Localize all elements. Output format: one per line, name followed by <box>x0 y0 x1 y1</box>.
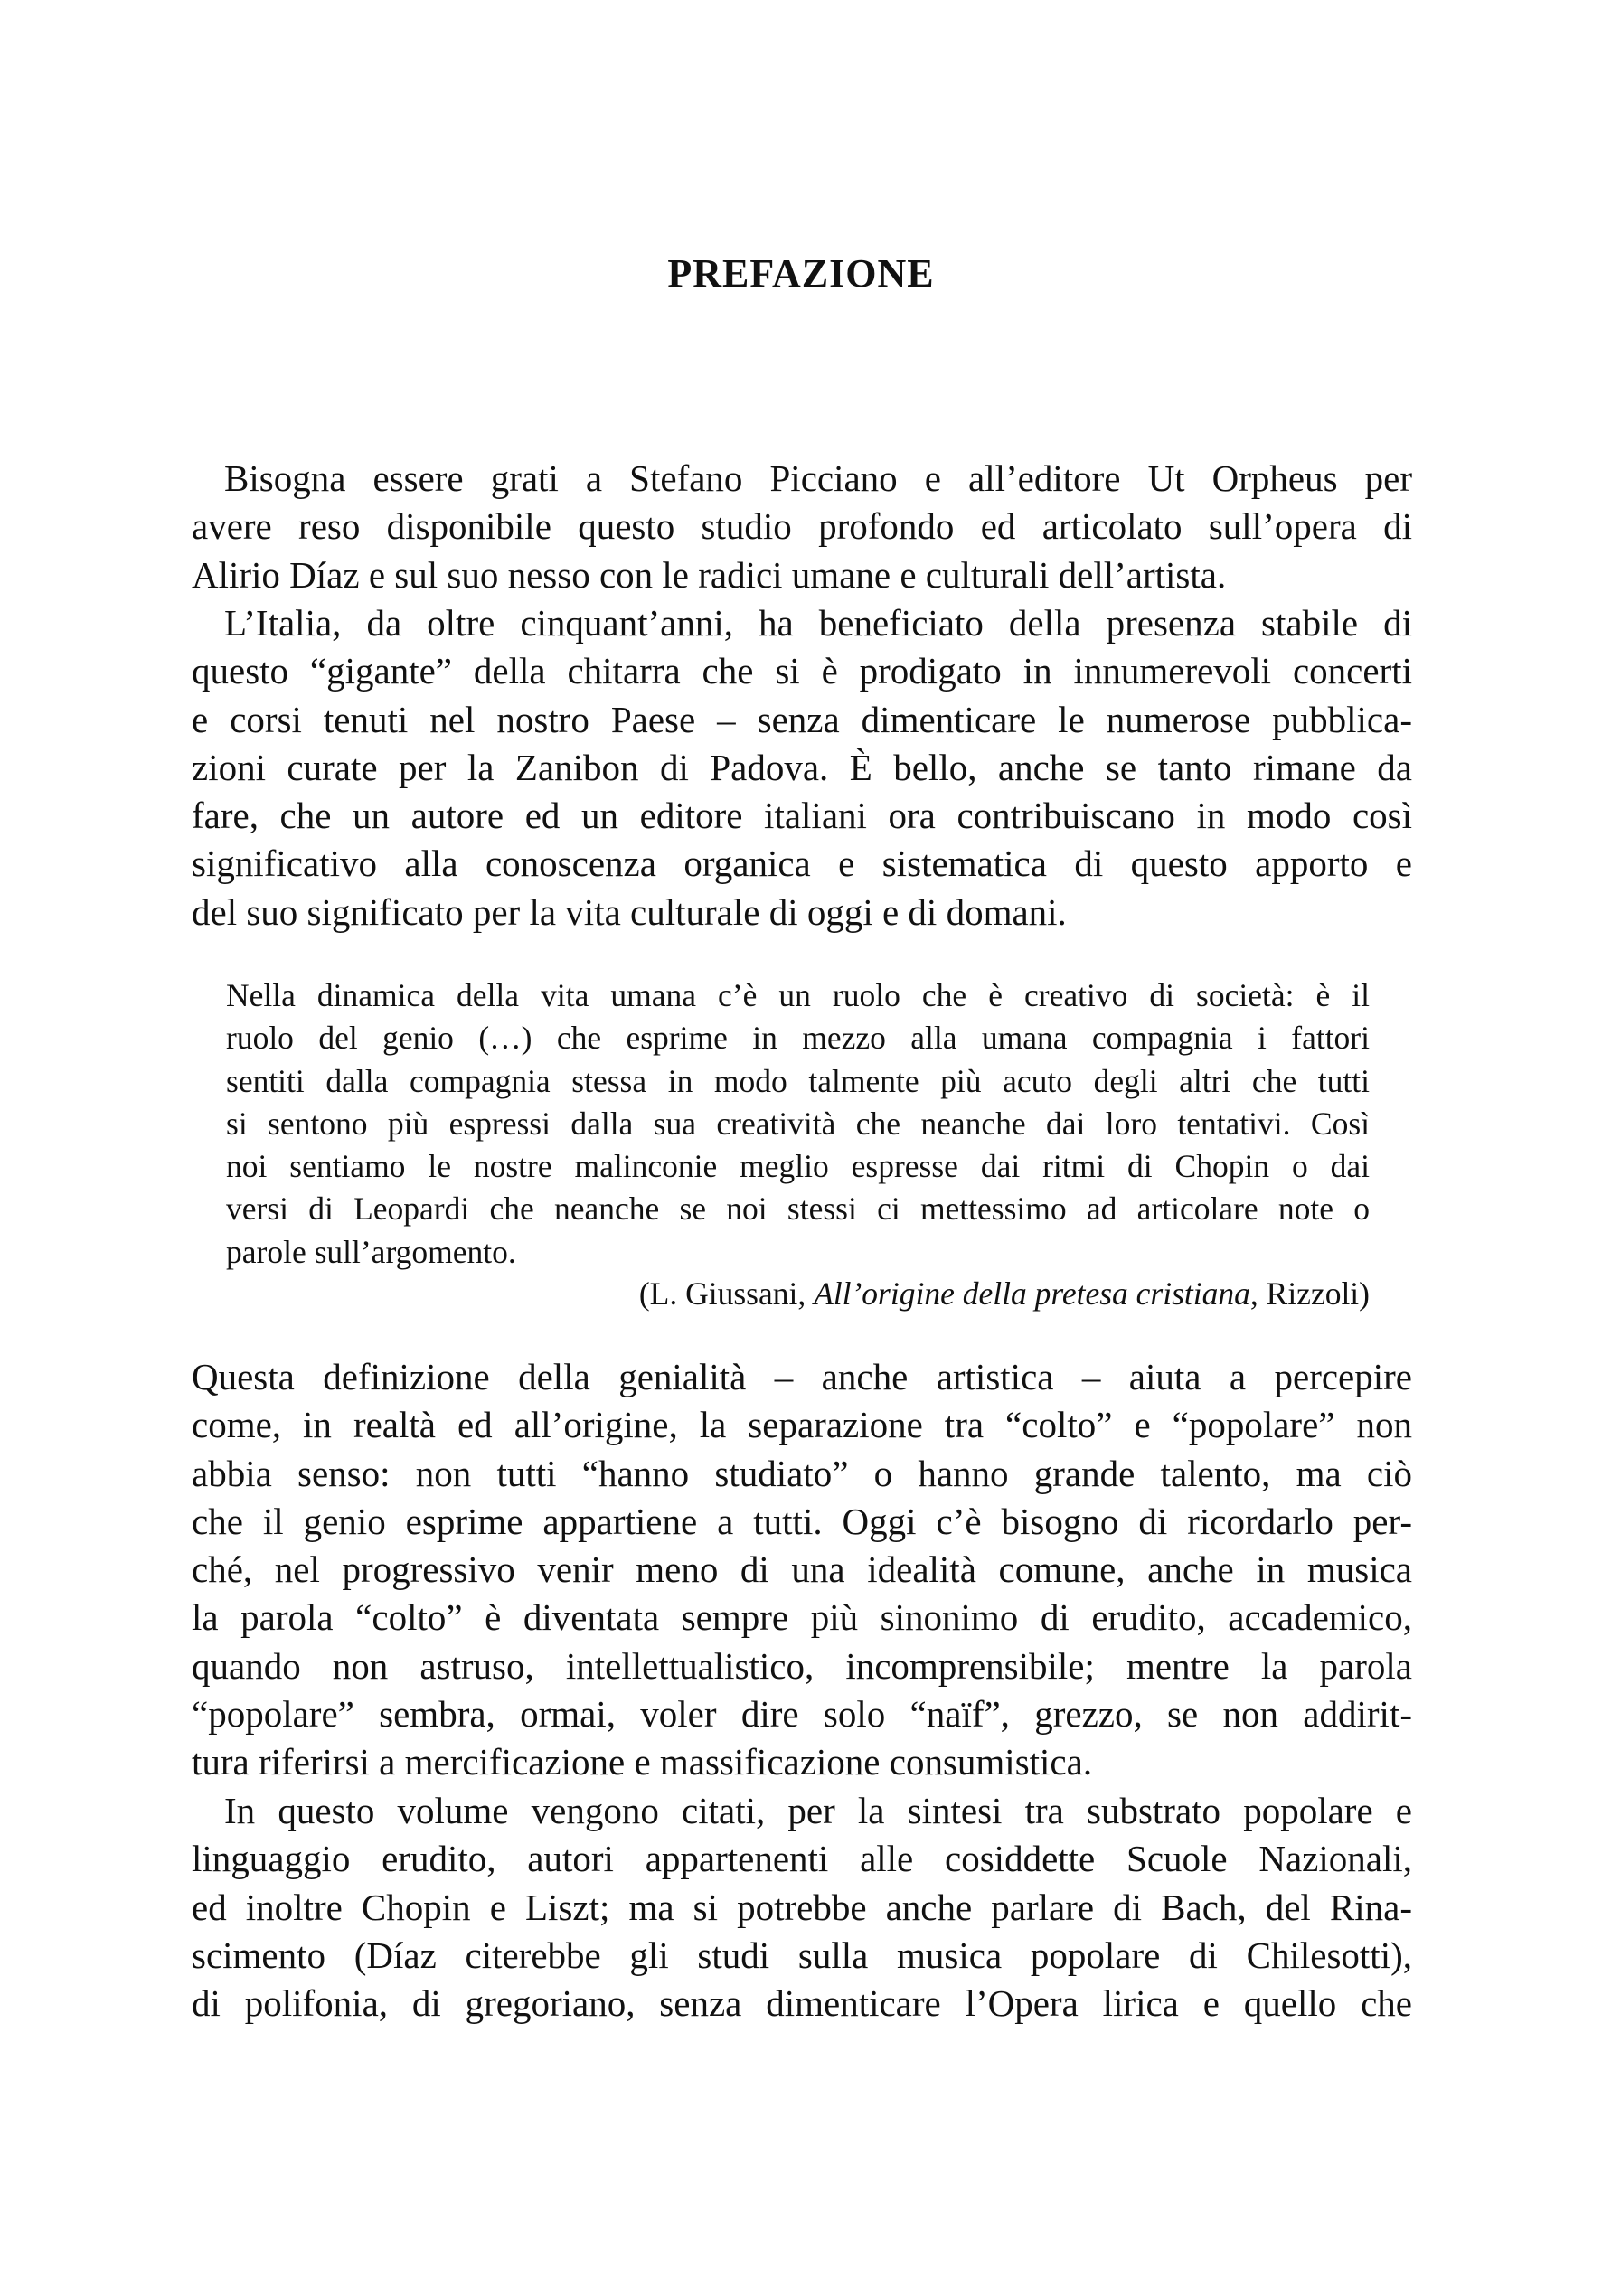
text-line: ed inoltre Chopin e Liszt; ma si potrebbe anche parlare di Bach, del Rina- <box>192 1886 1412 1928</box>
citation-work-title: All’origine della pretesa cristiana <box>814 1275 1250 1313</box>
text-line: significativo alla conoscenza organica e sistematica di questo apporto e <box>192 842 1412 885</box>
paragraph-2 <box>192 599 1412 936</box>
quote-line: ruolo del genio (…) che esprime in mezzo alla umana compagnia i fattori <box>226 1020 1370 1057</box>
text-line: la parola “colto” è diventata sempre più sinonimo di erudito, accademico, <box>192 1596 1412 1639</box>
text-line: quando non astruso, intellettualistico, incomprensibile; mentre la parola <box>192 1644 1412 1687</box>
citation-author: (L. Giussani, <box>638 1275 815 1313</box>
text-line: fare, che un autore ed un editore italiani ora contribuiscano in modo così <box>192 795 1412 837</box>
text-line: del suo significato per la vita culturale di oggi e di domani. <box>192 890 1067 933</box>
paragraph-3 <box>192 1353 1412 1787</box>
text-line: Questa definizione della genialità – anche artistica – aiuta a percepire <box>192 1356 1412 1397</box>
quote-line: si sentono più espressi dalla sua creatività che neanche dai loro tentativi. Così <box>226 1105 1370 1142</box>
paragraph-1 <box>192 455 1412 599</box>
quote-line: Nella dinamica della vita umana c’è un ruolo che è creativo di società: è il <box>226 977 1370 1013</box>
text-line: e corsi tenuti nel nostro Paese – senza dimenticare le numerose pubblica- <box>192 698 1412 740</box>
text-line: zioni curate per la Zanibon di Padova. È bello, anche se tanto rimane da <box>192 746 1412 788</box>
paragraph-4 <box>192 1787 1412 2028</box>
text-line: che il genio esprime appartiene a tutti. Oggi c’è bisogno di ricordarlo per- <box>192 1500 1412 1542</box>
text-line: Bisogna essere grati a Stefano Picciano e all’editore Ut Orpheus per <box>224 457 1412 499</box>
block-quote <box>226 974 1370 1315</box>
quote-line: parole sull’argomento. <box>226 1233 516 1270</box>
page-title: PREFAZIONE <box>667 251 935 296</box>
citation-publisher: , Rizzoli) <box>1249 1275 1370 1313</box>
text-line: L’Italia, da oltre cinquant’anni, ha beneficiato della presenza stabile di <box>224 602 1412 644</box>
text-line: Alirio Díaz e sul suo nesso con le radici umane e culturali dell’artista. <box>192 553 1227 596</box>
text-line: di polifonia, di gregoriano, senza dimenticare l’Opera lirica e quello che <box>192 1982 1412 2025</box>
text-line: In questo volume vengono citati, per la sintesi tra substrato popolare e <box>224 1790 1412 1831</box>
text-line: tura riferirsi a mercificazione e massificazione consumistica. <box>192 1741 1093 1783</box>
text-line: avere reso disponibile questo studio profondo ed articolato sull’opera di <box>192 505 1412 548</box>
text-line: come, in realtà ed all’origine, la separazione tra “colto” e “popolare” non <box>192 1404 1412 1446</box>
text-line: ché, nel progressivo venir meno di una idealità comune, anche in musica <box>192 1548 1412 1591</box>
quote-line: sentiti dalla compagnia stessa in modo talmente più acuto degli altri che tutti <box>226 1062 1370 1099</box>
text-line: “popolare” sembra, ormai, voler dire solo “naïf”, grezzo, se non addirit- <box>192 1693 1412 1736</box>
text-line: scimento (Díaz citerebbe gli studi sulla musica popolare di Chilesotti), <box>192 1934 1412 1976</box>
text-line: linguaggio erudito, autori appartenenti alle cosiddette Scuole Nazionali, <box>192 1838 1412 1880</box>
quote-citation <box>226 1273 1370 1315</box>
text-line: questo “gigante” della chitarra che si è prodigato in innumerevoli concerti <box>192 650 1412 692</box>
text-line: abbia senso: non tutti “hanno studiato” o hanno grande talento, ma ciò <box>192 1452 1412 1494</box>
quote-line: noi sentiamo le nostre malinconie meglio espresse dai ritmi di Chopin o dai <box>226 1148 1370 1185</box>
quote-line: versi di Leopardi che neanche se noi stessi ci mettessimo ad articolare note o <box>226 1190 1370 1228</box>
